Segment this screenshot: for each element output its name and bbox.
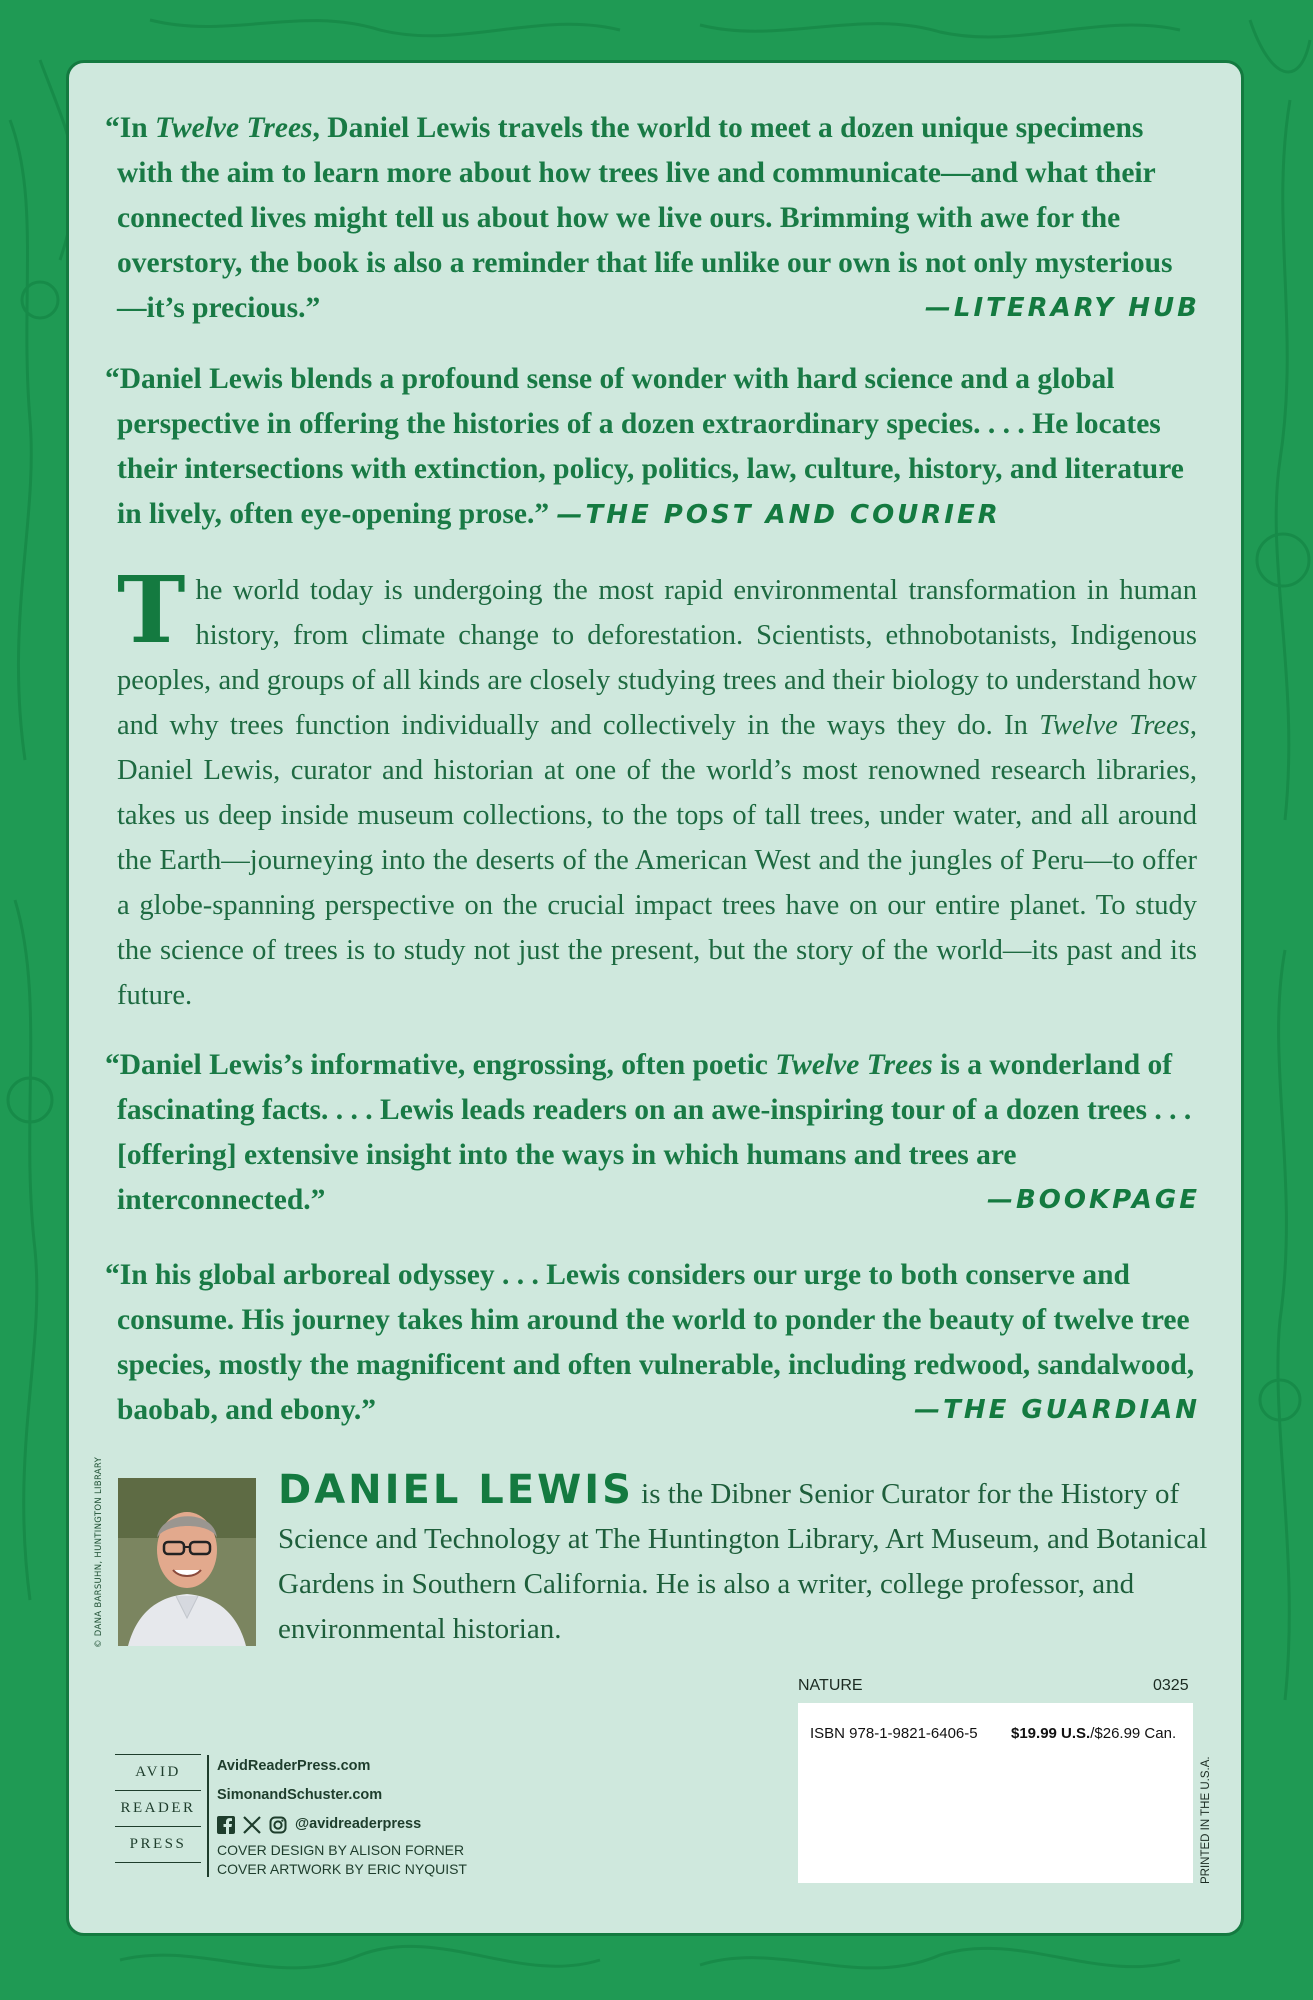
book-description bbox=[117, 556, 1197, 1018]
author-photo bbox=[118, 1478, 256, 1646]
author-bio bbox=[278, 1468, 1208, 1652]
quote-text: , Daniel Lewis travels the world to meet a dozen unique specimens with the aim to learn more about how trees live and communicate—and what their connected lives might tell us about how we live ours. Brimming with awe for the overstory, the book is also a reminder that life unlike our own is not only mysterious—it’s precious.” bbox=[117, 112, 1173, 324]
price bbox=[1011, 1725, 1176, 1742]
quote-text: is a wonderland of fascinating facts. . . . Lewis leads readers on an awe-inspiring tour of a dozen trees . . . [offering] extensive insight into the ways in which humans and trees are interconnected.” bbox=[117, 1049, 1192, 1216]
price-us: $19.99 U.S. bbox=[1011, 1725, 1091, 1742]
book-title: Twelve Trees bbox=[1039, 710, 1190, 741]
isbn-number: ISBN 978-1-9821-6406-5 bbox=[810, 1725, 978, 1742]
x-icon[interactable] bbox=[243, 1816, 261, 1834]
author-bio-text: is the Dibner Senior Curator for the History of Science and Technology at The Huntington Library, Art Museum, and Botanical Gardens in Southern California. He is also a writer, college professor, and environmental historian. bbox=[278, 1478, 1208, 1645]
review-quote-literary-hub bbox=[105, 106, 1200, 331]
book-title: Twelve Trees bbox=[155, 112, 313, 144]
logo-word: READER bbox=[120, 1800, 196, 1816]
quote-attribution: —THE GUARDIAN bbox=[914, 1395, 1200, 1425]
logo-word: AVID bbox=[135, 1764, 181, 1780]
review-quote-bookpage bbox=[105, 1043, 1200, 1223]
author-name: DANIEL LEWIS bbox=[278, 1467, 634, 1513]
quote-text: “Daniel Lewis blends a profound sense of wonder with hard science and a global perspective in offering the histories of a dozen extraordinary species. . . . He locates their intersections with extinction, policy, politics, law, culture, history, and literature in lively, often eye-opening prose.” bbox=[105, 363, 1184, 530]
publisher-logo bbox=[113, 1754, 203, 1878]
description-text: he world today is undergoing the most rapid environmental transformation in human history, from climate change to deforestation. Scientists, ethnobotanists, Indigenous peoples, and groups of all kinds are closely studying trees and their biology to understand how and why trees function individually and collectively in the ways they do. In bbox=[117, 575, 1197, 741]
catalog-code: 0325 bbox=[1153, 1677, 1189, 1694]
quote-attribution: —LITERARY HUB bbox=[924, 293, 1200, 323]
review-quote-post-and-courier bbox=[105, 357, 1200, 538]
publisher-info bbox=[217, 1752, 467, 1879]
social-links bbox=[217, 1810, 467, 1839]
cover-design-credit: COVER DESIGN BY ALISON FORNER bbox=[217, 1842, 465, 1858]
quote-text: “Daniel Lewis’s informative, engrossing, often poetic bbox=[105, 1049, 776, 1081]
book-title: Twelve Trees bbox=[775, 1049, 933, 1081]
description-text: , Daniel Lewis, curator and historian at one of the world’s most renowned research libraries, takes us deep inside museum collections, to the tops of tall trees, under water, and all around the Earth—journeying into the deserts of the American West and the jungles of Peru—to offer a globe-spanning perspective on the crucial impact trees have on our entire planet. To study the science of trees is to study not just the present, but the story of the world—its past and its future. bbox=[117, 710, 1197, 1011]
drop-cap: T bbox=[117, 556, 186, 664]
logo-word: PRESS bbox=[129, 1836, 187, 1852]
social-handle[interactable]: @avidreaderpress bbox=[295, 1816, 422, 1832]
review-quote-guardian bbox=[105, 1253, 1200, 1433]
quote-text: “In his global arboreal odyssey . . . Lewis considers our urge to both conserve and consume. His journey takes him around the world to ponder the beauty of twelve tree species, mostly the magnificent and often vulnerable, including redwood, sandalwood, baobab, and ebony.” bbox=[105, 1259, 1195, 1426]
quote-attribution: —BOOKPAGE bbox=[986, 1185, 1200, 1215]
quote-attribution: —THE POST AND COURIER bbox=[556, 500, 1001, 530]
instagram-icon[interactable] bbox=[269, 1816, 287, 1834]
publisher-divider bbox=[207, 1755, 209, 1877]
cover-artwork-credit: COVER ARTWORK BY ERIC NYQUIST bbox=[217, 1861, 467, 1877]
printed-in-label: PRINTED IN THE U.S.A. bbox=[1200, 1756, 1212, 1884]
barcode-area bbox=[798, 1703, 1193, 1883]
facebook-icon[interactable] bbox=[217, 1816, 235, 1834]
quote-text: “In bbox=[105, 112, 156, 144]
website-link[interactable]: AvidReaderPress.com bbox=[217, 1758, 371, 1774]
price-can: /$26.99 Can. bbox=[1090, 1725, 1177, 1742]
website-link[interactable]: SimonandSchuster.com bbox=[217, 1787, 383, 1803]
category-label: NATURE bbox=[798, 1677, 863, 1694]
photo-credit: © DANA BARSUHN, HUNTINGTON LIBRARY bbox=[94, 1456, 104, 1648]
